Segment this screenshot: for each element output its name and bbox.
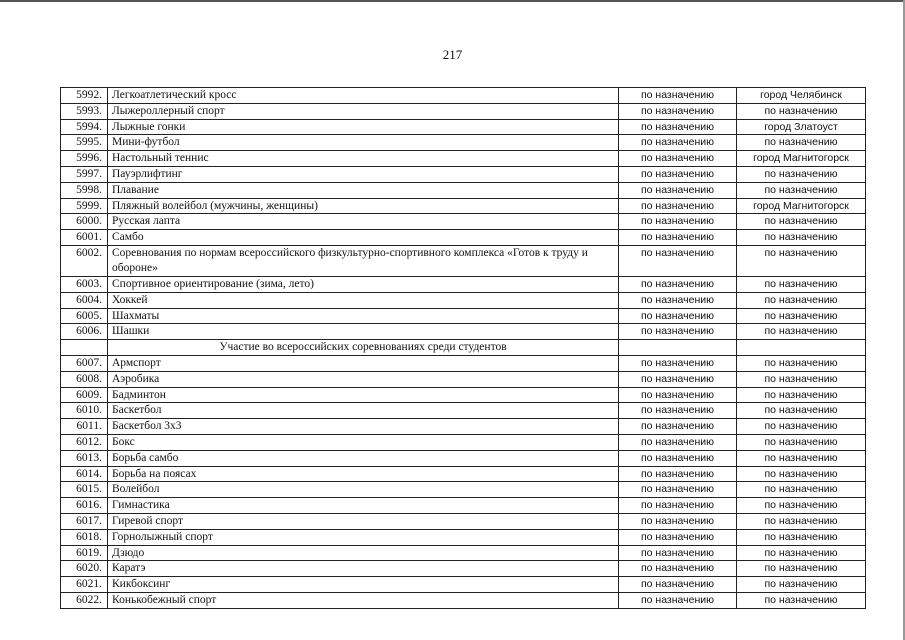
row-value-2: по назначению (737, 403, 866, 419)
table-row (61, 198, 866, 214)
row-value-1: по назначению (619, 151, 737, 167)
row-number: 6001. (61, 230, 108, 246)
section-row (61, 340, 866, 356)
row-value-2: по назначению (737, 561, 866, 577)
table-row (61, 166, 866, 182)
row-number: 5996. (61, 151, 108, 167)
row-sport-name: Каратэ (108, 561, 619, 577)
row-value-1: по назначению (619, 419, 737, 435)
row-value-2: по назначению (737, 308, 866, 324)
row-value-2: по назначению (737, 434, 866, 450)
row-value-2: по назначению (737, 276, 866, 292)
row-value-1: по назначению (619, 577, 737, 593)
page-top-border (0, 0, 905, 2)
row-value-2: по назначению (737, 371, 866, 387)
section-empty-cell (737, 340, 866, 356)
row-value-2: по назначению (737, 498, 866, 514)
row-value-2: по назначению (737, 292, 866, 308)
row-value-2: по назначению (737, 230, 866, 246)
table-row (61, 403, 866, 419)
row-value-1: по назначению (619, 135, 737, 151)
row-number: 6018. (61, 529, 108, 545)
row-value-1: по назначению (619, 88, 737, 104)
row-number: 6007. (61, 355, 108, 371)
row-sport-name: Армспорт (108, 355, 619, 371)
row-value-2: по назначению (737, 387, 866, 403)
table-row (61, 151, 866, 167)
row-value-1: по назначению (619, 182, 737, 198)
table-group-gto (61, 245, 866, 276)
row-sport-name: Пляжный волейбол (мужчины, женщины) (108, 198, 619, 214)
row-value-1: по назначению (619, 119, 737, 135)
table-group-a (61, 88, 866, 246)
row-number: 5995. (61, 135, 108, 151)
table-row (61, 387, 866, 403)
row-sport-name: Гиревой спорт (108, 513, 619, 529)
row-value-1: по назначению (619, 308, 737, 324)
table-row (61, 545, 866, 561)
table-row (61, 355, 866, 371)
row-sport-name: Аэробика (108, 371, 619, 387)
row-sport-name: Баскетбол (108, 403, 619, 419)
row-sport-name: Пауэрлифтинг (108, 166, 619, 182)
row-number: 5997. (61, 166, 108, 182)
row-value-1: по назначению (619, 387, 737, 403)
row-number: 6000. (61, 214, 108, 230)
row-sport-name: Гимнастика (108, 498, 619, 514)
row-sport-name: Бадминтон (108, 387, 619, 403)
row-sport-name: Борьба самбо (108, 450, 619, 466)
row-sport-name: Настольный теннис (108, 151, 619, 167)
row-value-1: по назначению (619, 103, 737, 119)
table-row (61, 513, 866, 529)
row-value-2: по назначению (737, 419, 866, 435)
table-group-b (61, 276, 866, 339)
row-value-2: по назначению (737, 592, 866, 608)
table-row (61, 119, 866, 135)
table-row (61, 466, 866, 482)
row-value-2: по назначению (737, 529, 866, 545)
row-value-2: по назначению (737, 577, 866, 593)
section-title: Участие во всероссийских соревнованиях среди студентов (108, 340, 619, 356)
row-number: 6008. (61, 371, 108, 387)
table-row (61, 214, 866, 230)
row-number: 6016. (61, 498, 108, 514)
table-row (61, 103, 866, 119)
row-sport-name: Конькобежный спорт (108, 592, 619, 608)
row-value-2: по назначению (737, 182, 866, 198)
row-sport-name: Борьба на поясах (108, 466, 619, 482)
row-sport-name: Легкоатлетический кросс (108, 88, 619, 104)
table-row (61, 419, 866, 435)
row-sport-name: Дзюдо (108, 545, 619, 561)
table-row (61, 450, 866, 466)
row-value-1: по назначению (619, 482, 737, 498)
row-value-1: по назначению (619, 561, 737, 577)
row-value-1: по назначению (619, 324, 737, 340)
table-row (61, 324, 866, 340)
row-number: 6005. (61, 308, 108, 324)
table-row (61, 308, 866, 324)
row-sport-name: Самбо (108, 230, 619, 246)
row-sport-name: Баскетбол 3х3 (108, 419, 619, 435)
table-row (61, 498, 866, 514)
row-value-1: по назначению (619, 434, 737, 450)
row-value-2: город Златоуст (737, 119, 866, 135)
row-number: 6014. (61, 466, 108, 482)
row-number: 6009. (61, 387, 108, 403)
row-value-2: по назначению (737, 513, 866, 529)
row-value-2: город Магнитогорск (737, 151, 866, 167)
section-empty-cell (61, 340, 108, 356)
row-number: 6002. (61, 245, 108, 276)
row-sport-name: Шашки (108, 324, 619, 340)
row-value-2: город Магнитогорск (737, 198, 866, 214)
row-value-2: по назначению (737, 166, 866, 182)
row-value-1: по назначению (619, 292, 737, 308)
row-number: 5999. (61, 198, 108, 214)
row-sport-name: Волейбол (108, 482, 619, 498)
row-value-1: по назначению (619, 214, 737, 230)
row-number: 5992. (61, 88, 108, 104)
table-row (61, 292, 866, 308)
row-number: 6013. (61, 450, 108, 466)
row-value-2: по назначению (737, 545, 866, 561)
row-value-2: по назначению (737, 482, 866, 498)
table-row (61, 88, 866, 104)
table-row (61, 529, 866, 545)
row-value-2: по назначению (737, 135, 866, 151)
section-empty-cell (619, 340, 737, 356)
row-number: 6004. (61, 292, 108, 308)
sports-table (60, 87, 866, 609)
row-value-1: по назначению (619, 276, 737, 292)
row-number: 6021. (61, 577, 108, 593)
row-value-1: по назначению (619, 403, 737, 419)
table-row (61, 577, 866, 593)
row-number: 6012. (61, 434, 108, 450)
row-value-1: по назначению (619, 198, 737, 214)
row-value-2: город Челябинск (737, 88, 866, 104)
row-value-1: по назначению (619, 513, 737, 529)
row-value-1: по назначению (619, 450, 737, 466)
row-value-2: по назначению (737, 324, 866, 340)
table-row (61, 371, 866, 387)
table-group-c (61, 355, 866, 608)
row-value-2: по назначению (737, 214, 866, 230)
row-number: 6011. (61, 419, 108, 435)
row-sport-name: Плавание (108, 182, 619, 198)
row-sport-name: Мини-футбол (108, 135, 619, 151)
row-value-1: по назначению (619, 230, 737, 246)
row-number: 6010. (61, 403, 108, 419)
row-value-1: по назначению (619, 466, 737, 482)
row-sport-name: Хоккей (108, 292, 619, 308)
row-value-1: по назначению (619, 245, 737, 276)
row-value-1: по назначению (619, 529, 737, 545)
row-number: 6006. (61, 324, 108, 340)
table-row (61, 182, 866, 198)
row-number: 6019. (61, 545, 108, 561)
row-number: 6022. (61, 592, 108, 608)
table-row (61, 561, 866, 577)
row-number: 5993. (61, 103, 108, 119)
row-sport-name: Русская лапта (108, 214, 619, 230)
row-number: 6017. (61, 513, 108, 529)
row-value-1: по назначению (619, 371, 737, 387)
table-row (61, 276, 866, 292)
table-row (61, 135, 866, 151)
table-row (61, 434, 866, 450)
row-sport-name: Шахматы (108, 308, 619, 324)
table-row (61, 245, 866, 276)
row-number: 5998. (61, 182, 108, 198)
row-number: 6020. (61, 561, 108, 577)
table-section (61, 340, 866, 356)
row-number: 6015. (61, 482, 108, 498)
row-sport-name: Кикбоксинг (108, 577, 619, 593)
page-number: 217 (442, 47, 463, 62)
row-value-1: по назначению (619, 498, 737, 514)
row-value-1: по назначению (619, 355, 737, 371)
table-row (61, 482, 866, 498)
table-row (61, 230, 866, 246)
row-value-1: по назначению (619, 545, 737, 561)
row-number: 5994. (61, 119, 108, 135)
row-sport-name: Спортивное ориентирование (зима, лето) (108, 276, 619, 292)
table-row (61, 592, 866, 608)
row-value-2: по назначению (737, 450, 866, 466)
row-value-2: по назначению (737, 103, 866, 119)
row-value-2: по назначению (737, 355, 866, 371)
row-value-2: по назначению (737, 466, 866, 482)
row-sport-name: Бокс (108, 434, 619, 450)
row-value-1: по назначению (619, 166, 737, 182)
row-sport-name: Соревнования по нормам всероссийского физкультурно-спортивного комплекса «Готов к труду и обороне» (108, 245, 619, 276)
row-sport-name: Горнолыжный спорт (108, 529, 619, 545)
row-value-1: по назначению (619, 592, 737, 608)
row-sport-name: Лыжероллерный спорт (108, 103, 619, 119)
row-number: 6003. (61, 276, 108, 292)
row-sport-name: Лыжные гонки (108, 119, 619, 135)
row-value-2: по назначению (737, 245, 866, 276)
